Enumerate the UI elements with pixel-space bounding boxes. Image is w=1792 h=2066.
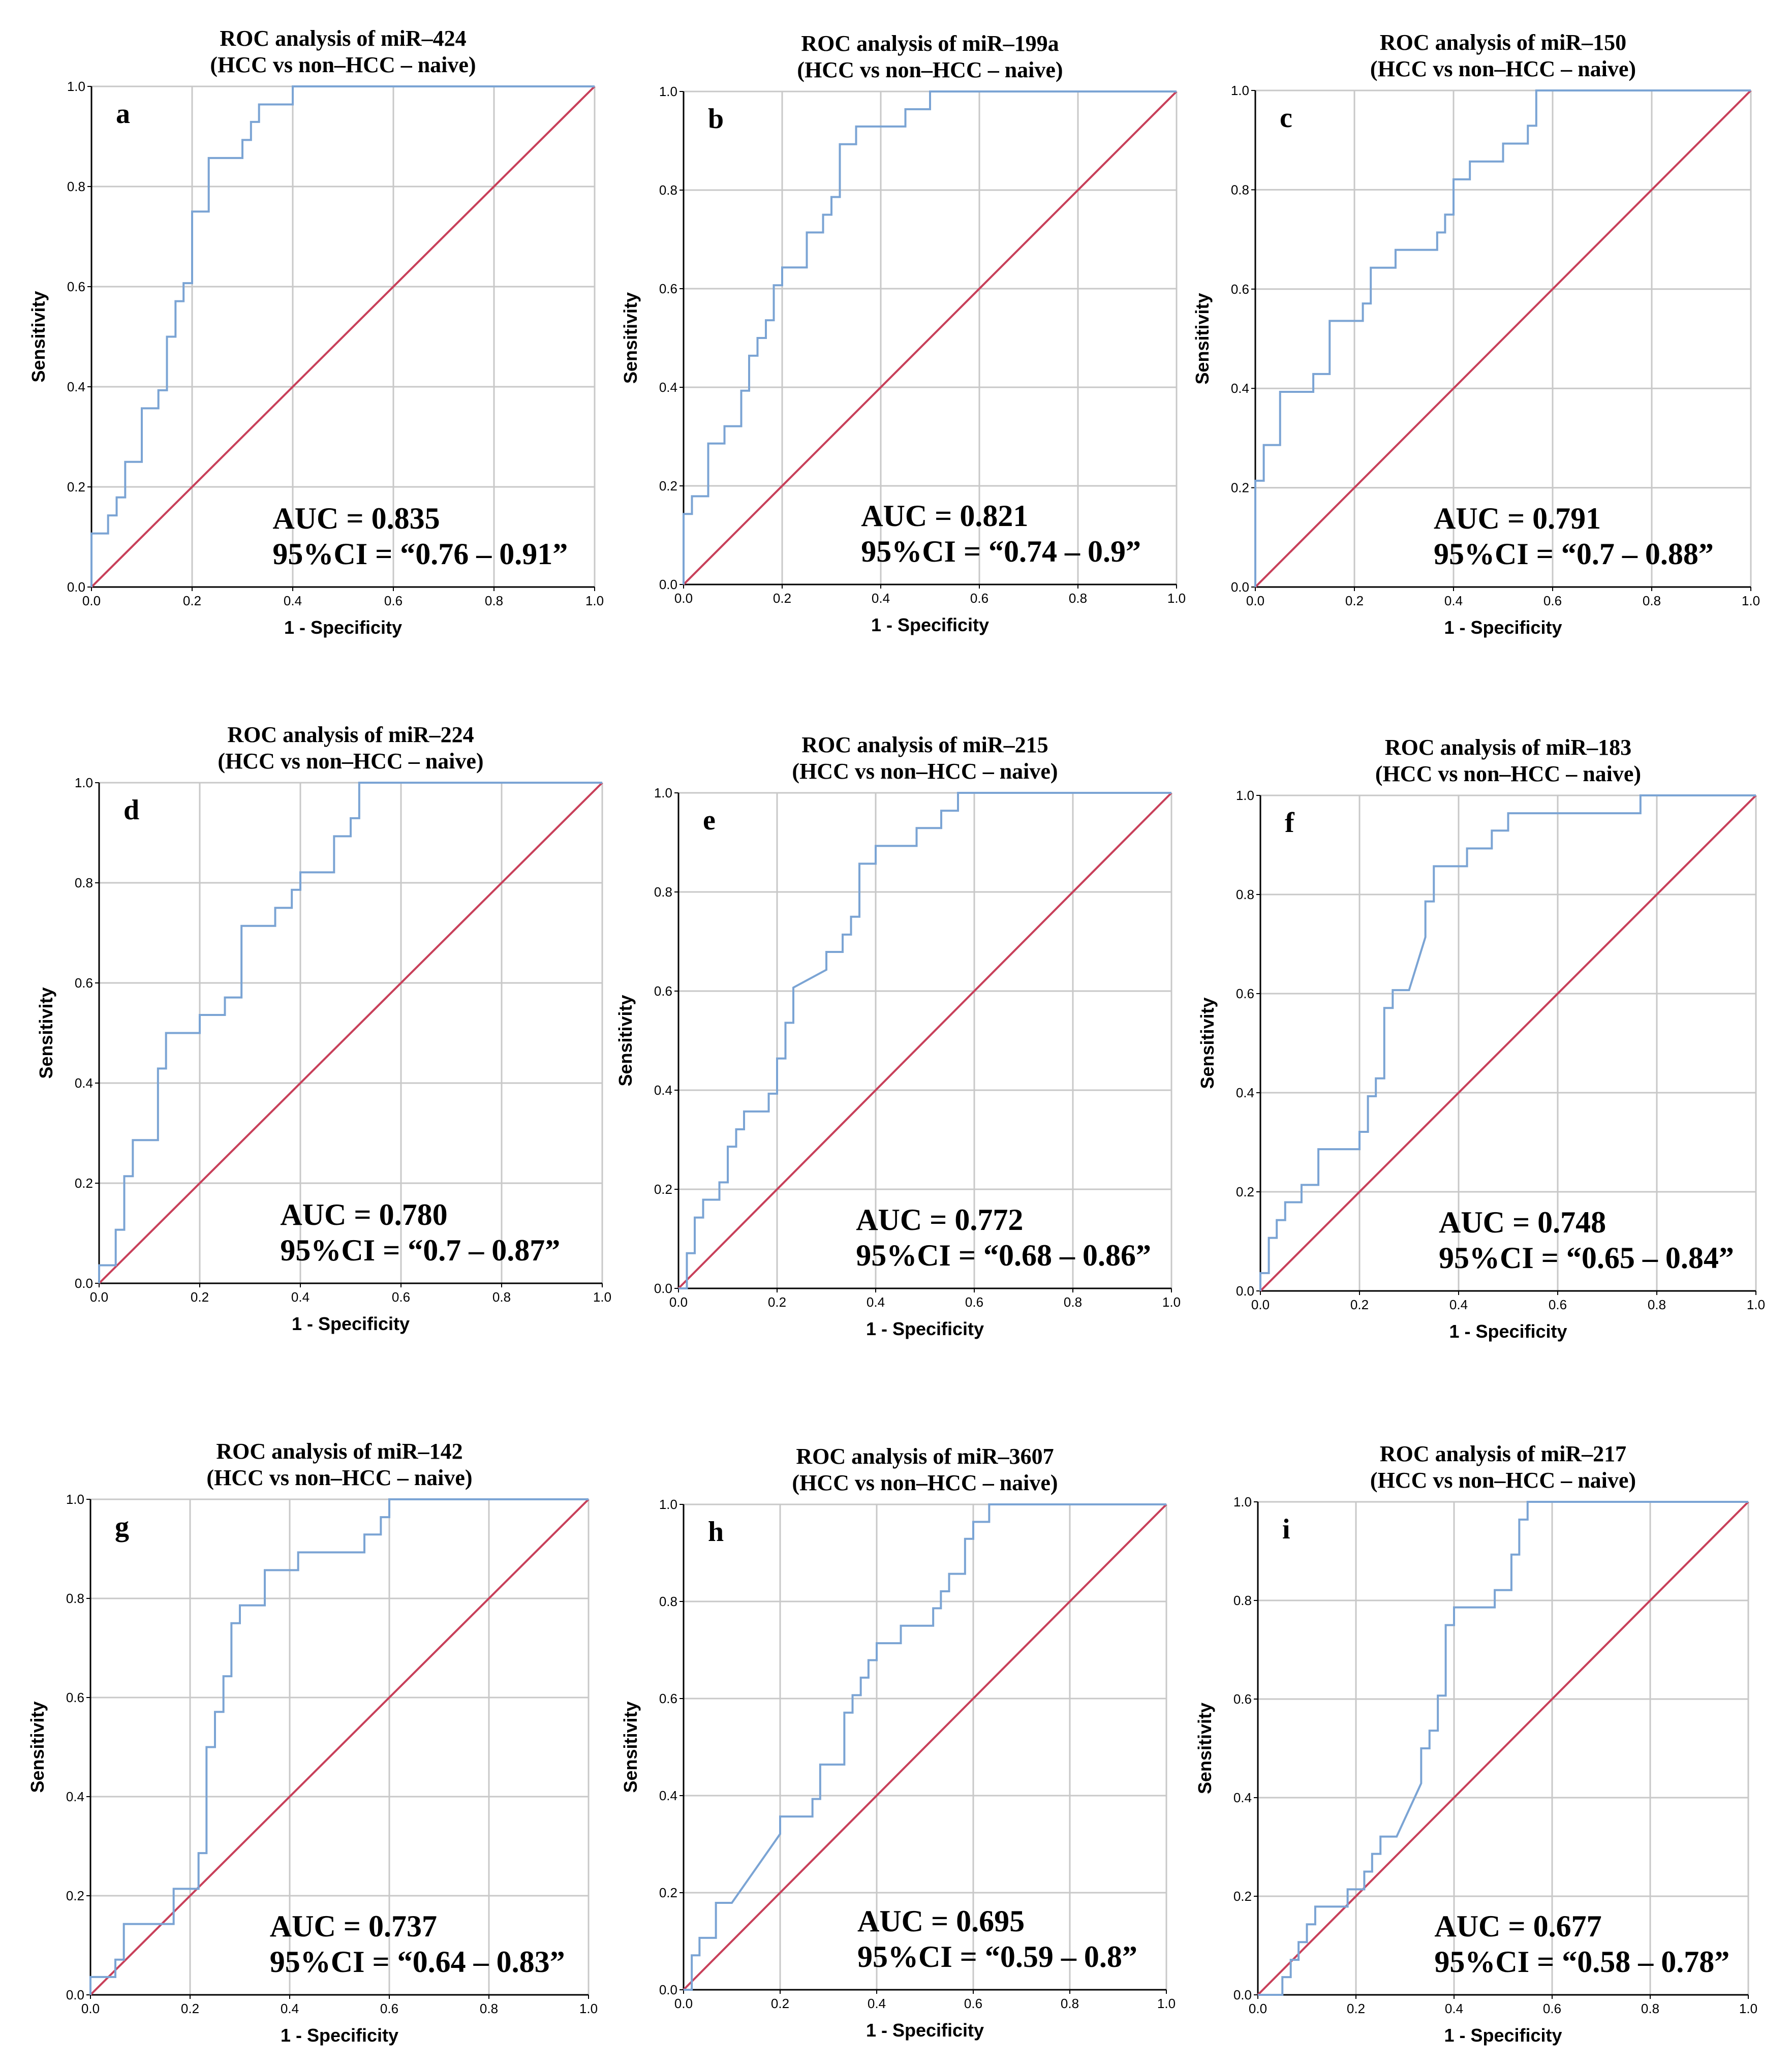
ci-annotation: 95%CI = “0.64 – 0.83” — [269, 1945, 565, 1979]
ci-annotation: 95%CI = “0.7 – 0.88” — [1434, 537, 1714, 571]
y-axis-label: Sensitivity — [620, 1701, 641, 1793]
y-axis-label: Sensitivity — [1197, 997, 1218, 1089]
y-tick-label: 0.0 — [74, 1276, 93, 1291]
x-tick-label: 0.0 — [82, 593, 101, 608]
x-tick-label: 1.0 — [1739, 2001, 1758, 2016]
x-tick-label: 0.8 — [1647, 1297, 1666, 1312]
y-tick-label: 0.8 — [66, 1591, 84, 1606]
x-tick-label: 1.0 — [1741, 593, 1760, 608]
x-tick-label: 0.4 — [1449, 1297, 1468, 1312]
y-tick-label: 0.2 — [654, 1182, 672, 1197]
y-tick-label: 0.2 — [1233, 1889, 1252, 1904]
x-tick-label: 0.4 — [1444, 2001, 1464, 2016]
x-tick-label: 0.6 — [970, 591, 989, 606]
y-tick-label: 0.6 — [659, 281, 677, 296]
panel-letter: e — [703, 805, 716, 836]
y-tick-label: 0.6 — [654, 983, 672, 999]
auc-annotation: AUC = 0.780 — [280, 1198, 448, 1231]
y-tick-label: 0.8 — [1233, 1593, 1252, 1608]
panel-letter: c — [1280, 102, 1292, 134]
chart-subtitle: (HCC vs non–HCC – naive) — [1370, 1468, 1636, 1493]
x-tick-label: 0.6 — [964, 1996, 983, 2011]
y-tick-label: 0.2 — [67, 479, 85, 495]
chart-subtitle: (HCC vs non–HCC – naive) — [218, 749, 484, 774]
y-tick-label: 1.0 — [1233, 1494, 1252, 1509]
panel-c — [1192, 30, 1760, 638]
panel-a — [28, 26, 604, 638]
chart-title: ROC analysis of miR–424 — [220, 26, 467, 51]
y-axis-label: Sensitivity — [36, 987, 56, 1079]
x-tick-label: 0.6 — [384, 593, 403, 608]
y-tick-label: 1.0 — [659, 1497, 677, 1512]
ci-annotation: 95%CI = “0.68 – 0.86” — [856, 1239, 1152, 1272]
chart-title: ROC analysis of miR–150 — [1379, 30, 1627, 55]
y-tick-label: 0.8 — [1230, 182, 1249, 198]
panel-letter: b — [708, 103, 724, 135]
chart-title: ROC analysis of miR–183 — [1384, 735, 1632, 760]
y-tick-label: 0.6 — [1235, 986, 1254, 1001]
chart-subtitle: (HCC vs non–HCC – naive) — [792, 1470, 1058, 1495]
y-tick-label: 0.8 — [659, 1594, 677, 1609]
x-tick-label: 0.6 — [965, 1294, 984, 1310]
chart-subtitle: (HCC vs non–HCC – naive) — [210, 52, 476, 77]
x-tick-label: 0.2 — [770, 1996, 790, 2011]
x-tick-label: 0.2 — [190, 1289, 209, 1305]
x-tick-label: 1.0 — [1167, 591, 1186, 606]
chart-subtitle: (HCC vs non–HCC – naive) — [206, 1465, 473, 1490]
x-axis-label: 1 - Specificity — [1444, 2025, 1562, 2046]
chart-title: ROC analysis of miR–199a — [801, 31, 1059, 56]
x-axis-label: 1 - Specificity — [1449, 1321, 1567, 1342]
x-tick-label: 0.2 — [773, 591, 792, 606]
ci-annotation: 95%CI = “0.74 – 0.9” — [861, 535, 1141, 568]
x-tick-label: 1.0 — [1162, 1294, 1181, 1310]
panel-letter: a — [116, 98, 130, 130]
y-axis-label: Sensitivity — [620, 292, 641, 384]
y-tick-label: 0.0 — [659, 577, 677, 592]
auc-annotation: AUC = 0.695 — [857, 1904, 1025, 1938]
y-tick-label: 0.2 — [659, 478, 677, 494]
panel-letter: h — [708, 1516, 724, 1548]
y-tick-label: 0.0 — [654, 1281, 672, 1296]
y-tick-label: 0.2 — [66, 1888, 84, 1903]
panel-h — [620, 1444, 1176, 2041]
y-tick-label: 0.8 — [74, 875, 93, 890]
y-tick-label: 0.4 — [1230, 381, 1249, 396]
x-tick-label: 0.0 — [81, 2001, 100, 2016]
y-tick-label: 0.0 — [1233, 1987, 1252, 2002]
ci-annotation: 95%CI = “0.58 – 0.78” — [1434, 1945, 1730, 1979]
panel-letter: d — [123, 794, 140, 826]
y-tick-label: 0.4 — [66, 1789, 84, 1804]
x-tick-label: 0.2 — [1346, 2001, 1366, 2016]
y-tick-label: 0.0 — [1230, 579, 1249, 595]
x-axis-label: 1 - Specificity — [866, 1318, 984, 1339]
x-tick-label: 0.8 — [1641, 2001, 1660, 2016]
ci-annotation: 95%CI = “0.7 – 0.87” — [280, 1234, 561, 1267]
ci-annotation: 95%CI = “0.65 – 0.84” — [1439, 1241, 1734, 1275]
x-tick-label: 0.2 — [1345, 593, 1364, 608]
y-tick-label: 0.8 — [659, 182, 677, 198]
y-tick-label: 0.2 — [659, 1885, 677, 1900]
x-tick-label: 0.6 — [1548, 1297, 1567, 1312]
x-axis-label: 1 - Specificity — [1444, 617, 1562, 638]
auc-annotation: AUC = 0.835 — [272, 502, 440, 535]
x-tick-label: 0.0 — [1251, 1297, 1270, 1312]
x-tick-label: 0.4 — [280, 2001, 299, 2016]
y-tick-label: 0.6 — [1230, 281, 1249, 297]
panel-g — [27, 1439, 598, 2046]
x-tick-label: 0.0 — [89, 1289, 109, 1305]
chart-title: ROC analysis of miR–224 — [227, 722, 474, 747]
auc-annotation: AUC = 0.677 — [1434, 1909, 1602, 1943]
x-tick-label: 0.0 — [1248, 2001, 1268, 2016]
y-tick-label: 0.0 — [67, 579, 85, 595]
y-tick-label: 1.0 — [1230, 83, 1249, 98]
x-tick-label: 0.2 — [1350, 1297, 1369, 1312]
y-tick-label: 0.2 — [1235, 1184, 1254, 1199]
y-tick-label: 0.6 — [659, 1691, 677, 1706]
y-tick-label: 0.8 — [1235, 887, 1254, 902]
x-tick-label: 0.8 — [1068, 591, 1088, 606]
x-tick-label: 0.0 — [674, 591, 693, 606]
x-tick-label: 1.0 — [579, 2001, 598, 2016]
ci-annotation: 95%CI = “0.59 – 0.8” — [857, 1940, 1137, 1974]
panel-letter: g — [115, 1511, 129, 1543]
y-tick-label: 0.2 — [1230, 480, 1249, 496]
y-tick-label: 0.8 — [654, 884, 672, 900]
x-axis-label: 1 - Specificity — [871, 614, 990, 635]
y-tick-label: 1.0 — [74, 775, 93, 790]
y-tick-label: 1.0 — [654, 785, 672, 800]
x-axis-label: 1 - Specificity — [866, 2020, 984, 2041]
x-tick-label: 0.4 — [866, 1294, 885, 1310]
y-tick-label: 0.6 — [67, 279, 85, 294]
x-tick-label: 0.0 — [674, 1996, 693, 2011]
chart-title: ROC analysis of miR–215 — [801, 732, 1048, 757]
x-tick-label: 1.0 — [1746, 1297, 1766, 1312]
y-tick-label: 0.4 — [67, 379, 85, 394]
x-tick-label: 0.0 — [669, 1294, 688, 1310]
panel-letter: i — [1282, 1514, 1290, 1545]
x-tick-label: 0.4 — [283, 593, 302, 608]
panel-i — [1194, 1441, 1757, 2046]
auc-annotation: AUC = 0.821 — [861, 499, 1029, 533]
x-tick-label: 0.8 — [492, 1289, 511, 1305]
x-tick-label: 0.4 — [867, 1996, 886, 2011]
auc-annotation: AUC = 0.791 — [1434, 502, 1601, 535]
x-tick-label: 0.8 — [1060, 1996, 1079, 2011]
chart-subtitle: (HCC vs non–HCC – naive) — [792, 759, 1058, 784]
x-tick-label: 0.6 — [1542, 2001, 1562, 2016]
x-tick-label: 0.2 — [767, 1294, 787, 1310]
x-axis-label: 1 - Specificity — [291, 1313, 410, 1334]
chart-title: ROC analysis of miR–217 — [1379, 1441, 1627, 1466]
y-tick-label: 0.4 — [1235, 1085, 1254, 1100]
chart-subtitle: (HCC vs non–HCC – naive) — [1375, 761, 1642, 786]
x-tick-label: 0.8 — [1063, 1294, 1083, 1310]
chart-subtitle: (HCC vs non–HCC – naive) — [1370, 56, 1636, 81]
y-tick-label: 1.0 — [659, 84, 677, 99]
y-tick-label: 0.4 — [1233, 1790, 1252, 1805]
chart-subtitle: (HCC vs non–HCC – naive) — [797, 57, 1063, 82]
x-tick-label: 0.6 — [391, 1289, 411, 1305]
x-axis-label: 1 - Specificity — [284, 617, 403, 638]
auc-annotation: AUC = 0.772 — [856, 1203, 1024, 1237]
x-tick-label: 0.6 — [380, 2001, 399, 2016]
x-tick-label: 0.4 — [291, 1289, 310, 1305]
y-tick-label: 0.8 — [67, 179, 85, 194]
y-tick-label: 0.4 — [659, 1788, 677, 1803]
x-axis-label: 1 - Specificity — [280, 2025, 399, 2046]
y-tick-label: 0.6 — [74, 975, 93, 991]
x-tick-label: 0.0 — [1246, 593, 1265, 608]
y-axis-label: Sensitivity — [28, 291, 49, 383]
y-tick-label: 1.0 — [1235, 788, 1254, 803]
y-tick-label: 1.0 — [66, 1492, 84, 1507]
y-axis-label: Sensitivity — [1192, 293, 1213, 385]
x-tick-label: 1.0 — [585, 593, 604, 608]
ci-annotation: 95%CI = “0.76 – 0.91” — [272, 537, 568, 571]
chart-title: ROC analysis of miR–142 — [216, 1439, 463, 1464]
x-tick-label: 0.6 — [1543, 593, 1562, 608]
x-tick-label: 0.8 — [1642, 593, 1661, 608]
panel-e — [615, 732, 1181, 1339]
y-axis-label: Sensitivity — [1194, 1702, 1215, 1795]
y-tick-label: 0.6 — [66, 1690, 84, 1705]
x-tick-label: 1.0 — [593, 1289, 612, 1305]
x-tick-label: 0.4 — [871, 591, 890, 606]
panel-letter: f — [1285, 807, 1294, 839]
y-tick-label: 0.4 — [659, 380, 677, 395]
y-tick-label: 0.0 — [1235, 1283, 1254, 1299]
x-tick-label: 0.8 — [479, 2001, 499, 2016]
y-tick-label: 0.4 — [74, 1075, 93, 1091]
y-tick-label: 0.6 — [1233, 1691, 1252, 1707]
y-axis-label: Sensitivity — [615, 995, 636, 1087]
panel-b — [620, 31, 1186, 635]
y-tick-label: 0.4 — [654, 1083, 672, 1098]
auc-annotation: AUC = 0.737 — [269, 1909, 437, 1943]
x-tick-label: 1.0 — [1157, 1996, 1176, 2011]
x-tick-label: 0.2 — [180, 2001, 200, 2016]
panel-d — [36, 722, 611, 1334]
x-tick-label: 0.2 — [182, 593, 202, 608]
y-tick-label: 0.2 — [74, 1176, 93, 1191]
panel-f — [1197, 735, 1765, 1342]
y-tick-label: 0.0 — [66, 1987, 84, 2002]
y-tick-label: 1.0 — [67, 79, 85, 94]
x-tick-label: 0.4 — [1444, 593, 1463, 608]
y-axis-label: Sensitivity — [27, 1701, 48, 1793]
auc-annotation: AUC = 0.748 — [1439, 1206, 1606, 1239]
chart-title: ROC analysis of miR–3607 — [796, 1444, 1054, 1469]
x-tick-label: 0.8 — [484, 593, 504, 608]
y-tick-label: 0.0 — [659, 1982, 677, 1997]
